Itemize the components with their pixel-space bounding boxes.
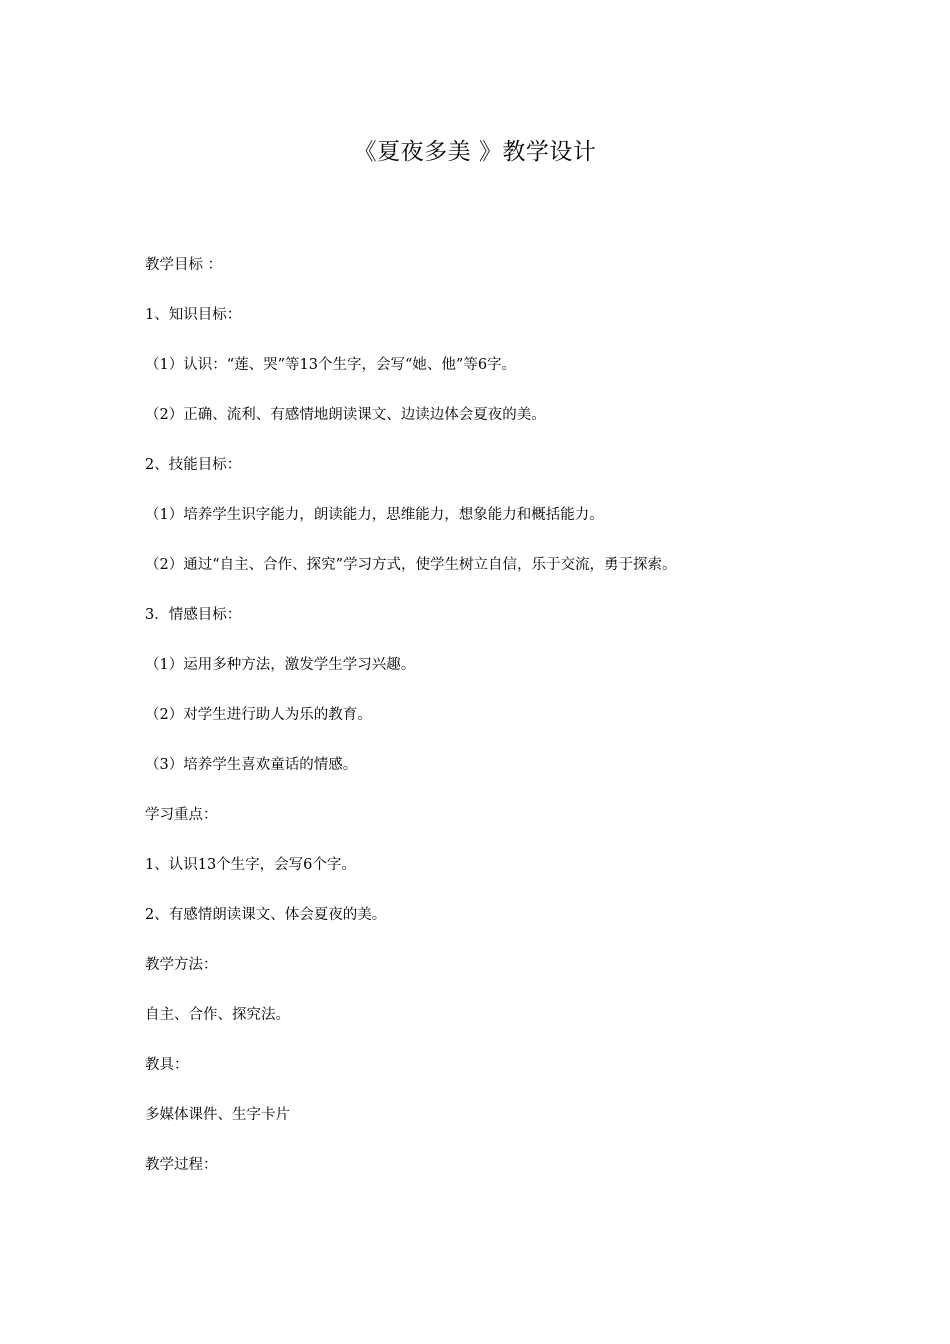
section-heading-teaching-goals: 教学目标 ： — [145, 257, 223, 273]
subheading-emotion-goals: 3．情感目标： — [145, 607, 242, 623]
knowledge-goal-1: （1）认识：“莲、哭”等13个生字，会写“她、他”等6字。 — [145, 357, 517, 373]
emotion-goal-3: （3）培养学生喜欢童话的情感。 — [145, 757, 358, 773]
subheading-skill-goals: 2、技能目标： — [145, 457, 242, 473]
subheading-knowledge-goals: 1、知识目标： — [145, 307, 242, 323]
knowledge-goal-2: （2）正确、流利、有感情地朗读课文、边读边体会夏夜的美。 — [145, 407, 546, 423]
key-point-2: 2、有感情朗读课文、体会夏夜的美。 — [145, 907, 387, 923]
skill-goal-2: （2）通过“自主、合作、探究”学习方式，使学生树立自信，乐于交流，勇于探索。 — [145, 557, 677, 573]
emotion-goal-1: （1）运用多种方法，激发学生学习兴趣。 — [145, 657, 416, 673]
teaching-aids-text: 多媒体课件、生字卡片 — [145, 1107, 290, 1123]
skill-goal-1: （1）培养学生识字能力，朗读能力，思维能力，想象能力和概括能力。 — [145, 507, 604, 523]
emotion-goal-2: （2）对学生进行助人为乐的教育。 — [145, 707, 372, 723]
key-point-1: 1、认识13个生字，会写6个字。 — [145, 857, 356, 873]
section-heading-teaching-process: 教学过程： — [145, 1157, 218, 1173]
document-title: 《夏夜多美 》教学设计 — [353, 139, 597, 165]
section-heading-key-points: 学习重点： — [145, 807, 218, 823]
teaching-methods-text: 自主、合作、探究法。 — [145, 1007, 290, 1023]
section-heading-teaching-aids: 教具： — [145, 1057, 189, 1073]
section-heading-teaching-methods: 教学方法： — [145, 957, 218, 973]
